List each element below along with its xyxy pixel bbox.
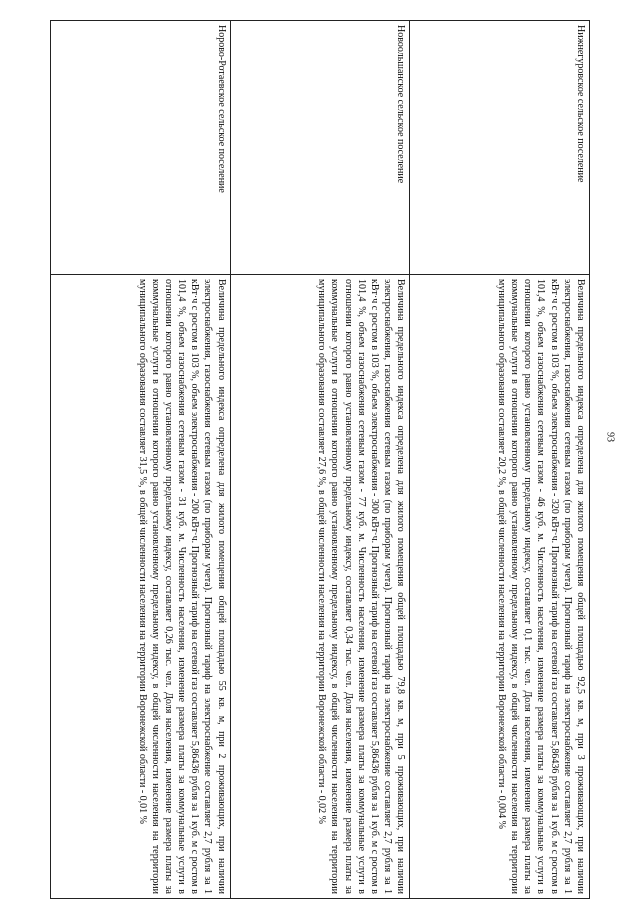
settlement-description: Величина предельного индекса определена для жилого помещения общей площадью 92,5 кв. м, при 3 проживающих, при наличии электроснабжения, газоснабжения сетевым газом (по приборам учета). Прогнозный тариф на электроснабжение составляет 2,7 рубля за 1 кВт·ч с ростом в 103 %, объем электроснабжения - 320 кВт·ч. Прогнозный тариф на сетевой газ составляет 5,86436 рубля за 1 куб. м с ростом в 101,4 %, объем газоснабжения сетевым газом - 46 куб. м. Численность населения, изменение размера платы за коммунальные услуги в отношении которого равно установленному предельному индексу, составляет 0,1 тыс. чел. Доля населения, изменение размера платы за коммунальные услуги в отношении которого равно установленному предельному индексу, в общей численности населения на территории муниципального образования составляет 20,2 %, в общей численности населения на территории Воронежской области - 0,004 % — [410, 275, 590, 899]
settlement-name: Норово-Ротаевское сельское поселение — [51, 21, 231, 275]
table-container — [50, 20, 590, 894]
table-row — [230, 21, 410, 899]
settlements-table — [50, 20, 590, 899]
table-row — [410, 21, 590, 899]
settlement-description: Величина предельного индекса определена для жилого помещения общей площадью 55 кв. м, при 2 проживающих, при наличии электроснабжения, газоснабжения сетевым газом (по приборам учета). Прогнозный тариф на электроснабжение составляет 2,7 рубля за 1 кВт·ч с ростом в 103 %, объем электроснабжения - 200 кВт·ч. Прогнозный тариф на сетевой газ составляет 5,86436 рубля за 1 куб. м с ростом в 101,4 %, объем газоснабжения сетевым газом - 31 куб. м. Численность населения, изменение размера платы за коммунальные услуги в отношении которого равно установленному предельному индексу, составляет 0,26 тыс. чел. Доля населения, изменение размера платы за коммунальные услуги в отношении которого равно установленному предельному индексу, в общей численности населения на территории муниципального образования составляет 31,5 %, в общей численности населения на территории Воронежской области - 0,01 % — [51, 275, 231, 899]
settlement-description: Величина предельного индекса определена для жилого помещения общей площадью 79,8 кв. м, при 5 проживающих, при наличии электроснабжения, газоснабжения сетевым газом (по приборам учета). Прогнозный тариф на электроснабжение составляет 2,7 рубля за 1 кВт·ч с ростом в 103 %, объем электроснабжения - 300 кВт·ч. Прогнозный тариф на сетевой газ составляет 5,86436 рубля за 1 куб. м с ростом в 101,4 %, объем газоснабжения сетевым газом - 77 куб. м. Численность населения, изменение размера платы за коммунальные услуги в отношении которого равно установленному предельному индексу, составляет 0,34 тыс. чел. Доля населения, изменение размера платы за коммунальные услуги в отношении которого равно установленному предельному индексу, в общей численности населения на территории муниципального образования составляет 27,6 %, в общей численности населения на территории Воронежской области - 0,02 % — [230, 275, 410, 899]
rotated-table-area — [50, 20, 590, 894]
page-number: 93 — [604, 432, 616, 442]
settlement-name: Новоольшанское сельское поселение — [230, 21, 410, 275]
table-row — [51, 21, 231, 899]
settlement-name: Нижнегуровское сельское поселение — [410, 21, 590, 275]
